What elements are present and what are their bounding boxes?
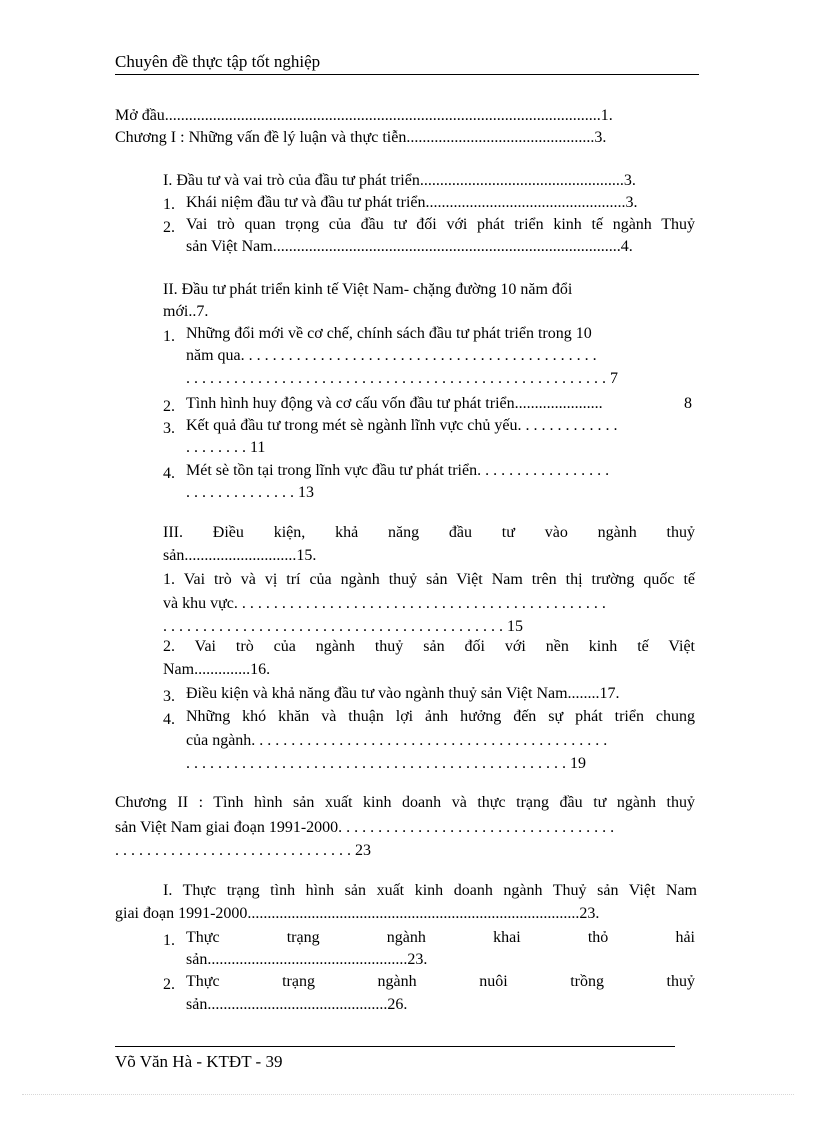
- page-footer-author: Võ Văn Hà - KTĐT - 39: [115, 1052, 283, 1071]
- toc-s4-item1-line1: Thực trạng ngành khai thỏ hải: [186, 929, 695, 946]
- toc-chapter-2-line3: . . . . . . . . . . . . . . . . . . . . . . . . . . . . . . 23: [115, 842, 371, 859]
- toc-s2-item2: Tình hình huy động và cơ cấu vốn đầu tư phát triển......................: [186, 395, 603, 412]
- toc-intro: [115, 105, 685, 127]
- toc-s4-item1-number: 1.: [163, 932, 175, 949]
- toc-chapter-1-text: Chương I : Những vấn đề lý luận và thực tiễn...............................................3.: [115, 129, 607, 146]
- toc-s3-item4-number: 4.: [163, 711, 175, 728]
- toc-s2-item1-line1: Những đổi mới về cơ chế, chính sách đầu tư phát triển trong 10: [186, 325, 592, 342]
- footer-rule: [115, 1046, 675, 1047]
- toc-s2-item1-line2: năm qua. . . . . . . . . . . . . . . . . . . . . . . . . . . . . . . . . . . . . . . . . . . . .: [186, 347, 597, 364]
- toc-s2-item4-line1: Mét sè tồn tại trong lĩnh vực đầu tư phát triển. . . . . . . . . . . . . . . . .: [186, 462, 610, 479]
- page-header-title: Chuyên đề thực tập tốt nghiệp: [115, 52, 321, 71]
- toc-s2-item3-line2: . . . . . . . . 11: [186, 439, 266, 456]
- toc-s3-item2-line1: 2. Vai trò của ngành thuỷ sản đối với nền kinh tế Việt: [163, 638, 695, 655]
- toc-section-4-title-line1: I. Thực trạng tình hình sản xuất kinh doanh ngành Thuỷ sản Việt Nam: [163, 882, 697, 899]
- toc-s1-item2-number: 2.: [163, 219, 175, 236]
- toc-chapter-1: [115, 127, 695, 149]
- toc-chapter-2-line1: Chương II : Tình hình sản xuất kinh doanh và thực trạng đầu tư ngành thuỷ: [115, 794, 695, 811]
- toc-section-2-title-line1: II. Đầu tư phát triển kinh tế Việt Nam- chặng đường 10 năm đổi: [163, 281, 573, 298]
- toc-s1-item2-line1: Vai trò quan trọng của đầu tư đối với phát triển kinh tế ngành Thuỷ: [186, 216, 695, 233]
- toc-s3-item3: Điều kiện và khả năng đầu tư vào ngành thuỷ sản Việt Nam........17.: [186, 685, 620, 702]
- toc-s3-item1-line3: . . . . . . . . . . . . . . . . . . . . . . . . . . . . . . . . . . . . . . . . . . . 15: [163, 618, 523, 635]
- toc-s2-item3-line1: Kết quả đầu tư trong mét sè ngành lĩnh vực chủ yếu. . . . . . . . . . . . .: [186, 417, 618, 434]
- toc-s2-item3-number: 3.: [163, 420, 175, 437]
- toc-s1-item1-number: 1.: [163, 196, 175, 213]
- toc-section-2-title-line2: mới..7.: [163, 303, 209, 320]
- toc-s2-item2-page: 8: [684, 395, 692, 412]
- toc-s4-item2-line1: Thực trạng ngành nuôi trồng thuỷ: [186, 973, 695, 990]
- toc-section-3-title-line2: sản............................15.: [163, 547, 317, 564]
- toc-s2-item1-number: 1.: [163, 328, 175, 345]
- toc-s4-item2-line2: sản.............................................26.: [186, 996, 408, 1013]
- toc-s4-item1-line2: sản..................................................23.: [186, 951, 428, 968]
- header-rule: [115, 74, 699, 75]
- toc-s3-item4-line1: Những khó khăn và thuận lợi ảnh hưởng đến sự phát triển chung: [186, 708, 695, 725]
- toc-chapter-2-line2: sản Việt Nam giai đoạn 1991-2000. . . . . . . . . . . . . . . . . . . . . . . . . . . . . . . . . . .: [115, 819, 615, 836]
- toc-s4-item2-number: 2.: [163, 976, 175, 993]
- toc-s2-item4-line2: . . . . . . . . . . . . . . 13: [186, 484, 314, 501]
- toc-s1-item2-line2: sản Việt Nam.......................................................................................4.: [186, 238, 633, 255]
- toc-s2-item4-number: 4.: [163, 465, 175, 482]
- toc-s2-item2-number: 2.: [163, 398, 175, 415]
- toc-s3-item1-line2: và khu vực. . . . . . . . . . . . . . . . . . . . . . . . . . . . . . . . . . . . . . . . . . . . . . .: [163, 595, 606, 612]
- toc-section-3-title-line1: III. Điều kiện, khả năng đầu tư vào ngành thuỷ: [163, 524, 695, 541]
- toc-s3-item3-number: 3.: [163, 688, 175, 705]
- page-edge-divider: [22, 1094, 794, 1095]
- toc-s3-item1-line1: 1. Vai trò và vị trí của ngành thuỷ sản Việt Nam trên thị trường quốc tế: [163, 571, 695, 588]
- toc-intro-text: Mở đầu.............................................................................................................1.: [115, 107, 613, 124]
- toc-s1-item1: Khái niệm đầu tư và đầu tư phát triển..................................................3.: [186, 194, 638, 211]
- toc-section-1-title: I. Đầu tư và vai trò của đầu tư phát triển...................................................3.: [163, 172, 636, 189]
- toc-s3-item4-line3: . . . . . . . . . . . . . . . . . . . . . . . . . . . . . . . . . . . . . . . . . . . . . . . . 19: [186, 755, 586, 772]
- toc-s3-item4-line2: của ngành. . . . . . . . . . . . . . . . . . . . . . . . . . . . . . . . . . . . . . . . . . . . .: [186, 732, 608, 749]
- toc-s3-item2-line2: Nam..............16.: [163, 661, 271, 678]
- toc-s2-item1-line3: . . . . . . . . . . . . . . . . . . . . . . . . . . . . . . . . . . . . . . . . . . . . . . . . . . . . . 7: [186, 370, 618, 387]
- toc-section-4-title-line2: giai đoạn 1991-2000...................................................................................23.: [115, 905, 600, 922]
